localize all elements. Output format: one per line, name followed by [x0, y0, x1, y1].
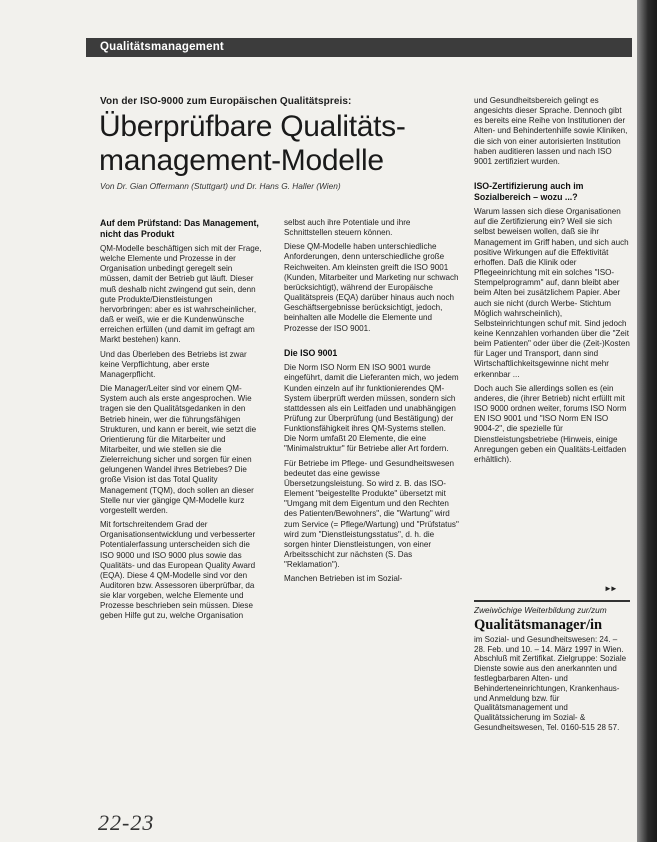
- paragraph: Die Norm ISO Norm EN ISO 9001 wurde eingeführt, damit die Lieferanten mich, wo jedem Kunden einzeln auf ihr funktionierendes QM-System überprüft werden müssen, sondern sich stattdessen als ein Leitfaden und unabhängigen Prüfung zur Überprüfung (und Bestätigung) der Funktionsfähigkeit ihres QM-Systems stellen. Die Norm umfaßt 20 Elemente, die eine "Minimalstruktur" für Betriebe aller Art fordern.: [284, 363, 459, 454]
- section-banner: Qualitätsmanagement: [86, 38, 632, 57]
- page-binding-edge: [637, 0, 657, 842]
- text-column-1: [100, 218, 265, 818]
- paragraph: Warum lassen sich diese Organisationen auf die Zertifizierung ein? Weil sie sich selbst beweisen wollen, daß sie ihr Management im Griff haben, und sich auch positive Wirkungen auf die Effektivität erhoffen. Daß die Klinik oder Pflegeeinrichtung mit ein solches "ISO-Stempelprogramm" auf, dann bleibt aber beim Alten bei zusätzlichem Papier. Aber auch sie nicht (durch Werbe- Stichtum Möglich wahrscheinlich), Selbsteinrichtungen schuf mit. Sind jedoch keine Kennzahlen vorhanden über die "Zeit beim Patienten" oder über die (Zeit-)Kosten für Lager und Transport, dann sind Wirtschaftlichkeitsgewinne nicht mehr erkennbar ...: [474, 207, 630, 379]
- title-line-1: Überprüfbare Qualitäts-: [99, 110, 406, 143]
- paragraph: Mit fortschreitendem Grad der Organisationsentwicklung und verbesserter Potentialerfassung unterscheiden sich die ISO 9000 und ISO 9000 plus sowie das Qualitäts- und das European Quality Award (EQA). Diese 4 QM-Modelle sind vor den Auditoren bzw. Assessoren überprüfbar, da sie klar vorgeben, welche Elemente und Prozesse beschrieben sein müssen. Diese geben Hilfe gut zu, welche Organisation: [100, 520, 256, 621]
- paragraph: Die Manager/Leiter sind vor einem QM-System auch als erste angesprochen. Wie tragen sie den Qualitätsgedanken in den Betrieb hinein, wer die führungsfähigen Strukturen, und kann er bereit, wie setzt die Orientierung für die Mitarbeiter und Mitarbeiter, und wie stellen sie die Zielerreichung sicher und sorgen für einen gelungenen Wandel ihres Betriebes? Die große Vision ist das Total Quality Management (TQM), doch sollen an dieser Stelle nur vier gängige QM-Modelle kurz vorgestellt werden.: [100, 384, 257, 515]
- paragraph: Und das Überleben des Betriebs ist zwar keine Verpflichtung, aber erste Managerpflicht.: [100, 349, 247, 379]
- paragraph: QM-Modelle beschäftigen sich mit der Frage, welche Elemente und Prozesse in der Organisation unbedingt geregelt sein müssen, damit der Betrieb gut läuft. Dieser muß deshalb nicht zwingend gut sein, denn gute Produkte/Dienstleistungen hervorbringen: aber es ist wahrscheinlicher, daß er weiß, wie er die Kundenwünsche erreichen erfüllen (und damit im gefragt am Markt bestehen) kann.: [100, 244, 262, 345]
- training-infobox: [474, 606, 630, 806]
- article-kicker: Von der ISO-9000 zum Europäischen Qualitätspreis:: [100, 96, 352, 107]
- paragraph: Für Betriebe im Pflege- und Gesundheitswesen bedeutet das eine gewisse Übersetzungsleistung. So wird z. B. das ISO-Element "beigestellte Produkte" übersetzt mit "Umgang mit dem Eigentum und den Rechten des Patienten/Bewohners", die "Wartung" wird zum Service (= Pflege/Wartung) und "Prüfstatus" wird zum "Dienstleistungsstatus", d. h. die sorgen hinter Dienstleistungen, von einer Arbeitsschicht zur nächsten (S. Das "Reklamation").: [284, 458, 459, 570]
- column-heading: ISO-Zertifizierung auch im Sozialbereich – wozu ...?: [474, 181, 584, 202]
- paragraph: und Gesundheitsbereich gelingt es angesichts dieser Sprache. Dennoch gibt es bereits eine Reihe von Institutionen der Alten- und Behindertenhilfe sowie Kliniken, die sich von einer autorisierten Institution haben auditieren lassen und nach ISO 9001 zertifiziert wurden.: [474, 96, 628, 166]
- infobox-body: im Sozial- und Gesundheitswesen: 24. – 28. Feb. und 10. – 14. März 1997 in Wien. Abschluß mit Zertifikat. Zielgruppe: Soziale Dienste sowie aus den anerkannten und festlegbarbaren Alten- und Behinderteneinrichtungen, Krankenhaus- und Anmeldung bzw. für Qualitätsmanagement und Qualitätssicherung im Sozial- & Gesundheitswesen, Tel. 0160-515 28 57.: [474, 634, 627, 732]
- column-heading: Die ISO 9001: [284, 347, 338, 358]
- article-authors: Von Dr. Gian Offermann (Stuttgart) und Dr. Hans G. Haller (Wien): [100, 181, 341, 191]
- text-column-3: [474, 96, 630, 596]
- text-column-2: [284, 218, 460, 818]
- infobox-lead: Zweiwöchige Weiterbildung zur/zum: [474, 606, 607, 615]
- title-line-2: management-Modelle: [99, 144, 384, 177]
- handwritten-page-mark: 22-23: [98, 810, 155, 835]
- paragraph: selbst auch ihre Potentiale und ihre Schnittstellen steuern können.: [284, 218, 411, 238]
- article-title: [99, 110, 469, 178]
- paragraph: Manchen Betrieben ist im Sozial-: [284, 574, 403, 584]
- infobox-rule: [474, 600, 630, 602]
- continue-arrows-icon: ►►: [604, 584, 616, 593]
- infobox-title: Qualitätsmanager/in: [474, 616, 603, 633]
- column-heading: Auf dem Prüfstand: Das Management, nicht das Produkt: [100, 218, 259, 239]
- paragraph: Diese QM-Modelle haben unterschiedliche Anforderungen, denn unterschiedliche große Reichweiten. Am kleinsten greift die ISO 9001 (Kunden, Mitarbeiter und Marketing nur schwach berücksichtigt), während der Europäische Qualitätspreis (EQA) darüber hinaus auch noch Geschäftsergebnisse berücksichtigt, jedoch, beinhalten alle Modelle die Elemente und Prozesse der ISO 9001.: [284, 242, 459, 333]
- paragraph: Doch auch Sie allerdings sollen es (ein anderes, die (ihrer Betrieb) nicht erfüllt mit ISO 9000 ordnen weiter, forums ISO Norm EN ISO 9001 und "ISO Norm EN ISO 9004-2", die spezielle für Dienstleistungsbetriebe (Hinweis, einige Anregungen geben ein Qualitäts-Leitfaden erhältlich).: [474, 383, 627, 464]
